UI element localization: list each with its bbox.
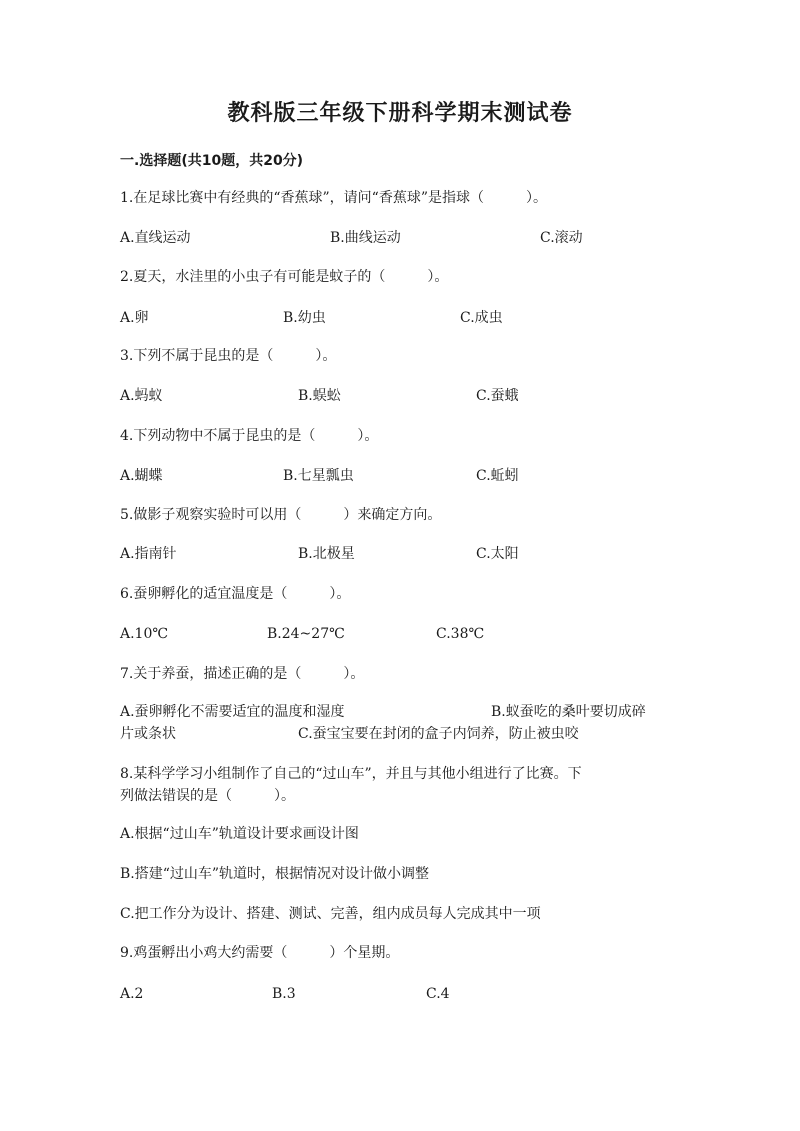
question-6-option-a: A.10℃ [120, 626, 169, 642]
question-2-option-b: B.幼虫 [283, 310, 326, 326]
question-7-option-a: A.蚕卵孵化不需要适宜的温度和湿度 [120, 704, 345, 720]
question-2-option-c: C.成虫 [460, 310, 503, 326]
question-7-option-c: C.蚕宝宝要在封闭的盒子内饲养，防止被虫咬 [298, 726, 579, 742]
section-heading: 一.选择题(共10题，共20分) [120, 153, 304, 169]
question-6-option-c: C.38℃ [436, 626, 485, 642]
question-8-option-c: C.把工作分为设计、搭建、测试、完善，组内成员每人完成其中一项 [120, 906, 541, 922]
page-title: 教科版三年级下册科学期末测试卷 [227, 101, 573, 126]
question-8-stem: 8.某科学学习小组制作了自己的“过山车”，并且与其他小组进行了比赛。下 [120, 766, 582, 782]
question-4-stem: 4.下列动物中不属于昆虫的是（ ）。 [120, 428, 379, 444]
question-3-option-c: C.蚕蛾 [476, 388, 519, 404]
question-9-option-c: C.4 [426, 986, 450, 1002]
question-9-option-b: B.3 [272, 986, 296, 1002]
question-3-option-b: B.蜈蚣 [298, 388, 341, 404]
question-1-option-a: A.直线运动 [120, 230, 191, 246]
question-5-option-c: C.太阳 [476, 546, 519, 562]
question-5-option-b: B.北极星 [298, 546, 355, 562]
question-9-stem: 9.鸡蛋孵出小鸡大约需要（ ）个星期。 [120, 945, 400, 961]
question-8-option-a: A.根据“过山车”轨道设计要求画设计图 [120, 826, 359, 842]
question-5-option-a: A.指南针 [120, 546, 177, 562]
question-8-option-b: B.搭建“过山车”轨道时，根据情况对设计做小调整 [120, 866, 430, 882]
question-2-option-a: A.卵 [120, 310, 149, 326]
question-6-stem: 6.蚕卵孵化的适宜温度是（ ）。 [120, 586, 351, 602]
question-3-stem: 3.下列不属于昆虫的是（ ）。 [120, 348, 337, 364]
question-1-stem: 1.在足球比赛中有经典的“香蕉球”，请问“香蕉球”是指球（ ）。 [120, 190, 547, 206]
question-1-option-b: B.曲线运动 [330, 230, 401, 246]
question-7-stem: 7.关于养蚕，描述正确的是（ ）。 [120, 666, 365, 682]
question-1-option-c: C.滚动 [540, 230, 583, 246]
question-7-option-b: B.蚁蚕吃的桑叶要切成碎 [491, 704, 646, 720]
question-2-stem: 2.夏天，水洼里的小虫子有可能是蚊子的（ ）。 [120, 269, 449, 285]
question-6-option-b: B.24~27℃ [267, 626, 345, 642]
question-7-option-b-continued: 片或条状 [120, 726, 176, 742]
question-4-option-a: A.蝴蝶 [120, 468, 163, 484]
question-4-option-b: B.七星瓢虫 [283, 468, 354, 484]
question-9-option-a: A.2 [120, 986, 144, 1002]
question-4-option-c: C.蚯蚓 [476, 468, 519, 484]
question-5-stem: 5.做影子观察实验时可以用（ ）来确定方向。 [120, 507, 442, 523]
question-8-stem-continued: 列做法错误的是（ ）。 [120, 788, 295, 804]
question-3-option-a: A.蚂蚁 [120, 388, 163, 404]
